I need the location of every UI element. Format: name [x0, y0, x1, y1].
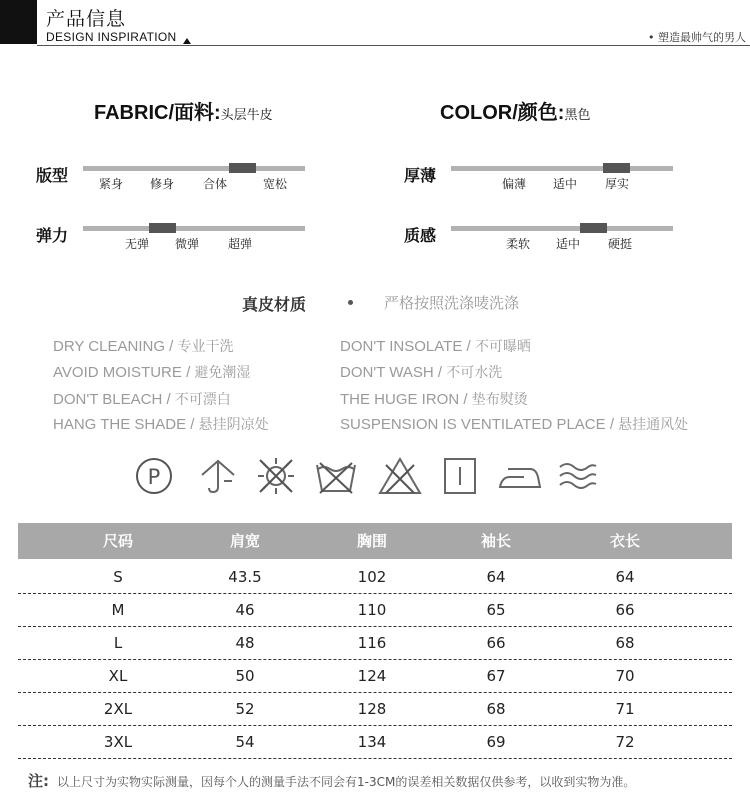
care-item: THE HUGE IRON / 垫布熨烫: [340, 391, 528, 408]
size-table-header: [18, 523, 732, 559]
elasticity-knob: [149, 223, 176, 233]
fabric-value: 头层牛皮: [220, 108, 273, 123]
table-cell: 64: [615, 568, 635, 586]
care-item: DON'T BLEACH / 不可漂白: [53, 391, 231, 408]
care-item: DRY CLEANING / 专业干洗: [53, 338, 234, 355]
table-cell: 46: [235, 601, 255, 619]
header-divider: [37, 45, 750, 46]
table-row: [18, 726, 732, 759]
svg-text:P: P: [147, 465, 161, 489]
column-header: 袖长: [480, 532, 511, 550]
color-label: COLOR/颜色:: [440, 102, 565, 124]
texture-option: 柔软: [505, 237, 531, 251]
table-cell: L: [113, 634, 123, 652]
thickness-knob: [603, 163, 630, 173]
thickness-track: [451, 166, 673, 171]
hang-dry-icon: [436, 455, 484, 497]
table-cell: 50: [235, 667, 255, 685]
table-cell: 2XL: [103, 700, 133, 718]
header-block: [0, 0, 37, 44]
elasticity-label: 弹力: [36, 226, 69, 245]
table-cell: 66: [615, 601, 635, 619]
fit-track: [83, 166, 305, 171]
header-slogan: • 塑造最帅气的男人: [648, 31, 746, 44]
table-row: [18, 693, 732, 726]
elasticity-track: [83, 226, 305, 231]
table-cell: 69: [486, 733, 506, 751]
fit-option: 修身: [149, 177, 175, 191]
dry-clean-p-icon: [130, 455, 178, 497]
iron-icon: [496, 455, 544, 497]
table-cell: 68: [615, 634, 635, 652]
thickness-option: 偏薄: [501, 177, 527, 191]
section-title: 产品信息: [46, 8, 127, 30]
texture-option: 适中: [555, 237, 581, 251]
care-item: HANG THE SHADE / 悬挂阴凉处: [53, 416, 269, 433]
ventilate-icon: [554, 455, 602, 497]
table-row: [18, 660, 732, 693]
elasticity-option: 微弹: [174, 237, 200, 251]
section-subtitle: DESIGN INSPIRATION: [46, 30, 177, 44]
header-triangle: [183, 38, 191, 44]
table-cell: M: [111, 601, 125, 619]
thickness-option: 厚实: [604, 177, 630, 191]
table-cell: 3XL: [103, 733, 133, 751]
table-cell: 102: [357, 568, 387, 586]
table-cell: 68: [486, 700, 506, 718]
umbrella-icon: [194, 455, 242, 497]
table-row: [18, 594, 732, 627]
table-cell: 71: [615, 700, 635, 718]
table-cell: 110: [357, 601, 387, 619]
no-bleach-icon: [376, 455, 424, 497]
table-row: [18, 561, 732, 594]
color-value: 黑色: [564, 108, 591, 123]
column-header: 肩宽: [229, 532, 260, 550]
care-item: DON'T WASH / 不可水洗: [340, 364, 503, 381]
texture-track: [451, 226, 673, 231]
thickness-option: 适中: [552, 177, 578, 191]
table-cell: 64: [486, 568, 506, 586]
table-cell: 52: [235, 700, 255, 718]
fit-knob: [229, 163, 256, 173]
table-row: [18, 627, 732, 660]
table-cell: 48: [235, 634, 255, 652]
elasticity-option: 超弹: [227, 237, 253, 251]
table-cell: XL: [108, 667, 128, 685]
table-cell: S: [113, 568, 123, 586]
fit-option: 合体: [202, 177, 228, 191]
table-cell: 128: [357, 700, 387, 718]
texture-knob: [580, 223, 607, 233]
table-cell: 70: [615, 667, 635, 685]
care-item: SUSPENSION IS VENTILATED PLACE / 悬挂通风处: [340, 416, 689, 433]
column-header: 尺码: [102, 532, 133, 550]
table-cell: 65: [486, 601, 506, 619]
no-sun-icon: [252, 455, 300, 497]
note-label: 注:: [28, 772, 49, 790]
column-header: 衣长: [609, 532, 640, 550]
care-item: DON'T INSOLATE / 不可曝晒: [340, 338, 531, 355]
fabric-spec: [94, 96, 273, 125]
elasticity-option: 无弹: [124, 237, 150, 251]
column-header: 胸围: [356, 532, 387, 550]
texture-label: 质感: [404, 226, 437, 245]
thickness-label: 厚薄: [404, 166, 437, 185]
table-cell: 116: [357, 634, 387, 652]
care-subtitle: 严格按照洗涤唛洗涤: [384, 294, 520, 312]
care-item: AVOID MOISTURE / 避免潮湿: [53, 364, 251, 381]
fit-label: 版型: [36, 166, 69, 185]
table-cell: 124: [357, 667, 387, 685]
size-note: [28, 770, 635, 791]
table-cell: 66: [486, 634, 506, 652]
table-cell: 72: [615, 733, 635, 751]
texture-option: 硬挺: [607, 237, 633, 251]
color-spec: [440, 96, 590, 125]
no-wash-icon: [312, 455, 360, 497]
note-text: 以上尺寸为实物实际测量，因每个人的测量手法不同会有1-3CM的误差相关数据仅供参考，以收到实物为准。: [57, 775, 636, 789]
fit-option: 紧身: [98, 177, 124, 191]
table-cell: 54: [235, 733, 255, 751]
care-dot: [348, 300, 353, 305]
fit-option: 宽松: [262, 177, 288, 191]
table-cell: 134: [357, 733, 387, 751]
fabric-label: FABRIC/面料:: [94, 102, 221, 124]
care-title: 真皮材质: [242, 295, 307, 314]
table-cell: 67: [486, 667, 506, 685]
table-cell: 43.5: [228, 568, 262, 586]
